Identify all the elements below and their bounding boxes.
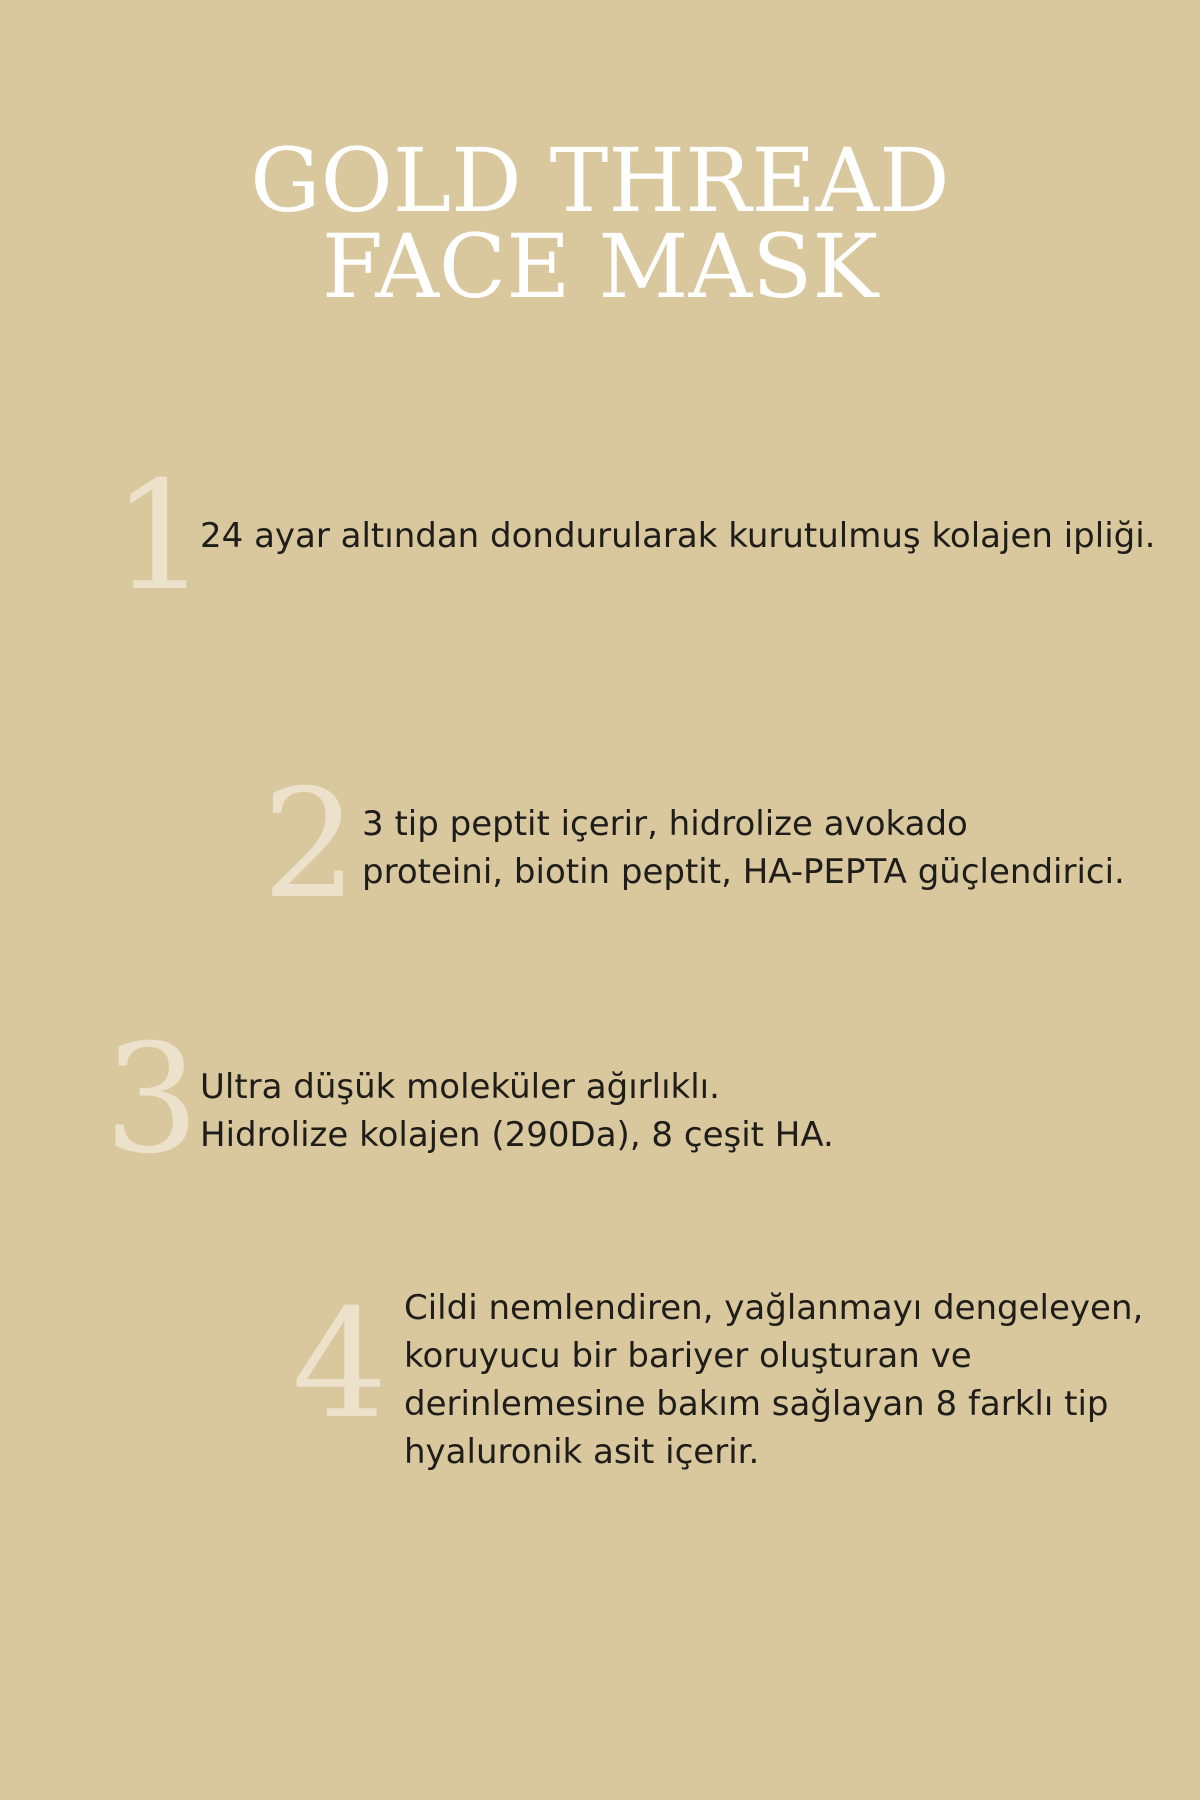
page-title — [0, 129, 1200, 318]
feature-number-2: 2 — [262, 758, 358, 932]
feature-number-4: 4 — [292, 1278, 388, 1452]
feature-text-3 — [200, 1063, 834, 1159]
feature-text-4 — [404, 1284, 1143, 1476]
feature-4-line-3: derinlemesine bakım sağlayan 8 farklı tip — [404, 1384, 1109, 1424]
feature-1-line-1: 24 ayar altından dondurularak kurutulmuş kolajen ipliği. — [200, 516, 1156, 556]
feature-number-3: 3 — [104, 1013, 200, 1187]
feature-2-line-2: proteini, biotin peptit, HA-PEPTA güçlendirici. — [362, 852, 1125, 892]
feature-text-1 — [200, 512, 1156, 560]
title-line-2: FACE MASK — [321, 215, 879, 318]
feature-2-line-1: 3 tip peptit içerir, hidrolize avokado — [362, 804, 968, 844]
feature-4-line-4: hyaluronik asit içerir. — [404, 1432, 760, 1472]
feature-text-2 — [362, 800, 1125, 896]
feature-4-line-1: Cildi nemlendiren, yağlanmayı dengeleyen, — [404, 1288, 1144, 1328]
feature-4-line-2: koruyucu bir bariyer oluşturan ve — [404, 1336, 972, 1376]
title-line-1: GOLD THREAD — [250, 129, 950, 232]
feature-number-1: 1 — [112, 450, 208, 624]
feature-3-line-1: Ultra düşük moleküler ağırlıklı. — [200, 1067, 720, 1107]
feature-3-line-2: Hidrolize kolajen (290Da), 8 çeşit HA. — [200, 1115, 834, 1155]
